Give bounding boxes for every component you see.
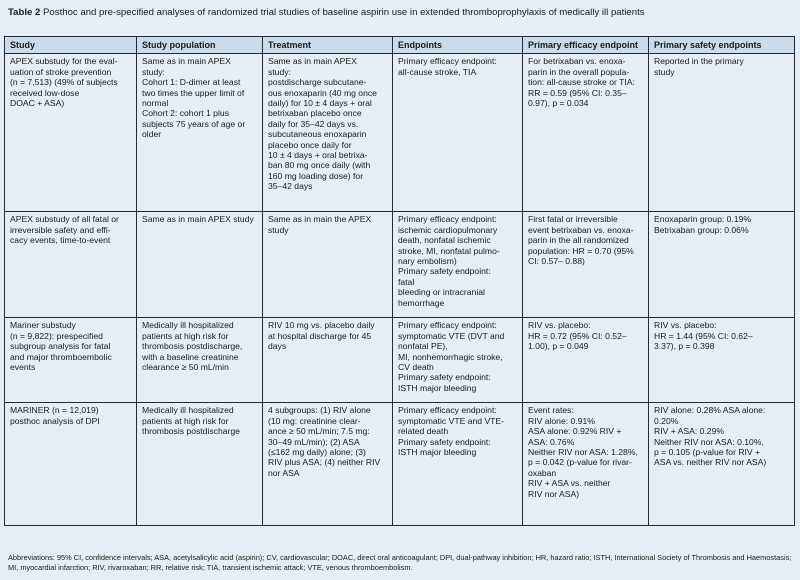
table-title: Posthoc and pre-specified analyses of randomized trial studies of baseline aspirin use in extended thromboprophylaxis of medically ill patients (43, 7, 645, 18)
cell-endpoints: Primary efficacy endpoint: all-cause stroke, TIA (393, 54, 523, 212)
cell-primary-efficacy: Event rates: RIV alone: 0.91% ASA alone: 0.92% RIV + ASA: 0.76% Neither RIV nor ASA: 1.28%, p = 0.042 (p-value for rivar- oxaban RIV + ASA vs. neither RIV nor ASA) (523, 403, 649, 526)
header-study: Study (5, 37, 137, 54)
cell-treatment: Same as in main APEX study: postdischarge subcutane- ous enoxaparin (40 mg once daily) for 10 ± 4 days + oral betrixaban placebo once daily for 35–42 days vs. subcutaneous enoxaparin placebo once daily for 10 ± 4 days + oral betrixa- ban 80 mg once daily (with 160 mg loading dose) for 35–42 days (263, 54, 393, 212)
cell-endpoints: Primary efficacy endpoint: symptomatic VTE and VTE- related death Primary safety endpoint: ISTH major bleeding (393, 403, 523, 526)
cell-primary-efficacy: For betrixaban vs. enoxa- parin in the overall popula- tion: all-cause stroke or TIA: RR = 0.59 (95% CI: 0.35– 0.97), p = 0.034 (523, 54, 649, 212)
cell-treatment: Same as in main the APEX study (263, 212, 393, 318)
table-row (5, 54, 795, 212)
header-treatment: Treatment (263, 37, 393, 54)
cell-study: APEX substudy for the eval- uation of stroke prevention (n = 7,513) (49% of subjects received low-dose DOAC + ASA) (5, 54, 137, 212)
table-header-row (5, 37, 795, 54)
cell-primary-safety: RIV alone: 0.28% ASA alone: 0.20% RIV + ASA: 0.29% Neither RIV nor ASA: 0.10%, p = 0.105 (p-value for RIV + ASA vs. neither RIV nor ASA) (649, 403, 795, 526)
table-label: Table 2 (8, 7, 41, 18)
cell-primary-safety: RIV vs. placebo: HR = 1.44 (95% CI: 0.62– 3.37), p = 0.398 (649, 318, 795, 403)
cell-treatment: 4 subgroups: (1) RIV alone (10 mg: creatinine clear- ance ≥ 50 mL/min; 7.5 mg: 30–49 mL/min); (2) ASA (≤162 mg daily) alone; (3) RIV plus ASA; (4) neither RIV nor ASA (263, 403, 393, 526)
header-primary-efficacy-endpoint: Primary efficacy endpoint (523, 37, 649, 54)
header-study-population: Study population (137, 37, 263, 54)
table-row (5, 318, 795, 403)
cell-treatment: RIV 10 mg vs. placebo daily at hospital discharge for 45 days (263, 318, 393, 403)
cell-endpoints: Primary efficacy endpoint: ischemic cardiopulmonary death, nonfatal ischemic stroke, MI, nonfatal pulmo- nary embolism) Primary safety endpoint: fatal bleeding or intracranial hemorrhage (393, 212, 523, 318)
cell-primary-safety: Enoxaparin group: 0.19% Betrixaban group: 0.06% (649, 212, 795, 318)
abbreviations-footnote: Abbreviations: 95% CI, confidence intervals; ASA, acetylsalicylic acid (aspirin); CV, cardiovascular; DOAC, direct oral anticoagulant; DPI, dual-pathway inhibition; HR, hazard ratio; ISTH, International Society of Thrombosis and Haemostasis; MI, myocardial infarction; RIV, rivaroxaban; RR, relative risk; TIA, transient ischemic attack; VTE, venous thromboembolism. (8, 553, 792, 572)
cell-study: APEX substudy of all fatal or irreversible safety and effi- cacy events, time-to-event (5, 212, 137, 318)
header-primary-safety-endpoints: Primary safety endpoints (649, 37, 795, 54)
header-endpoints: Endpoints (393, 37, 523, 54)
table-row (5, 212, 795, 318)
cell-study: MARINER (n = 12,019) posthoc analysis of DPI (5, 403, 137, 526)
cell-study-population: Medically ill hospitalized patients at high risk for thrombosis postdischarge, with a baseline creatinine clearance ≥ 50 mL/min (137, 318, 263, 403)
cell-primary-efficacy: RIV vs. placebo: HR = 0.72 (95% CI: 0.52– 1.00), p = 0.049 (523, 318, 649, 403)
cell-endpoints: Primary efficacy endpoint: symptomatic VTE (DVT and nonfatal PE), MI, nonhemorrhagic stroke, CV death Primary safety endpoint: ISTH major bleeding (393, 318, 523, 403)
cell-study: Mariner substudy (n = 9,822): prespecified subgroup analysis for fatal and major thromboembolic events (5, 318, 137, 403)
cell-primary-safety: Reported in the primary study (649, 54, 795, 212)
results-table (4, 36, 795, 526)
cell-primary-efficacy: First fatal or irreversible event betrixaban vs. enoxa- parin in the all randomized population: HR = 0.70 (95% CI: 0.57– 0.88) (523, 212, 649, 318)
table-caption (8, 7, 792, 19)
cell-study-population: Medically ill hospitalized patients at high risk for thrombosis postdischarge (137, 403, 263, 526)
table-row (5, 403, 795, 526)
cell-study-population: Same as in main APEX study (137, 212, 263, 318)
cell-study-population: Same as in main APEX study: Cohort 1: D-dimer at least two times the upper limit of normal Cohort 2: cohort 1 plus subjects 75 years of age or older (137, 54, 263, 212)
